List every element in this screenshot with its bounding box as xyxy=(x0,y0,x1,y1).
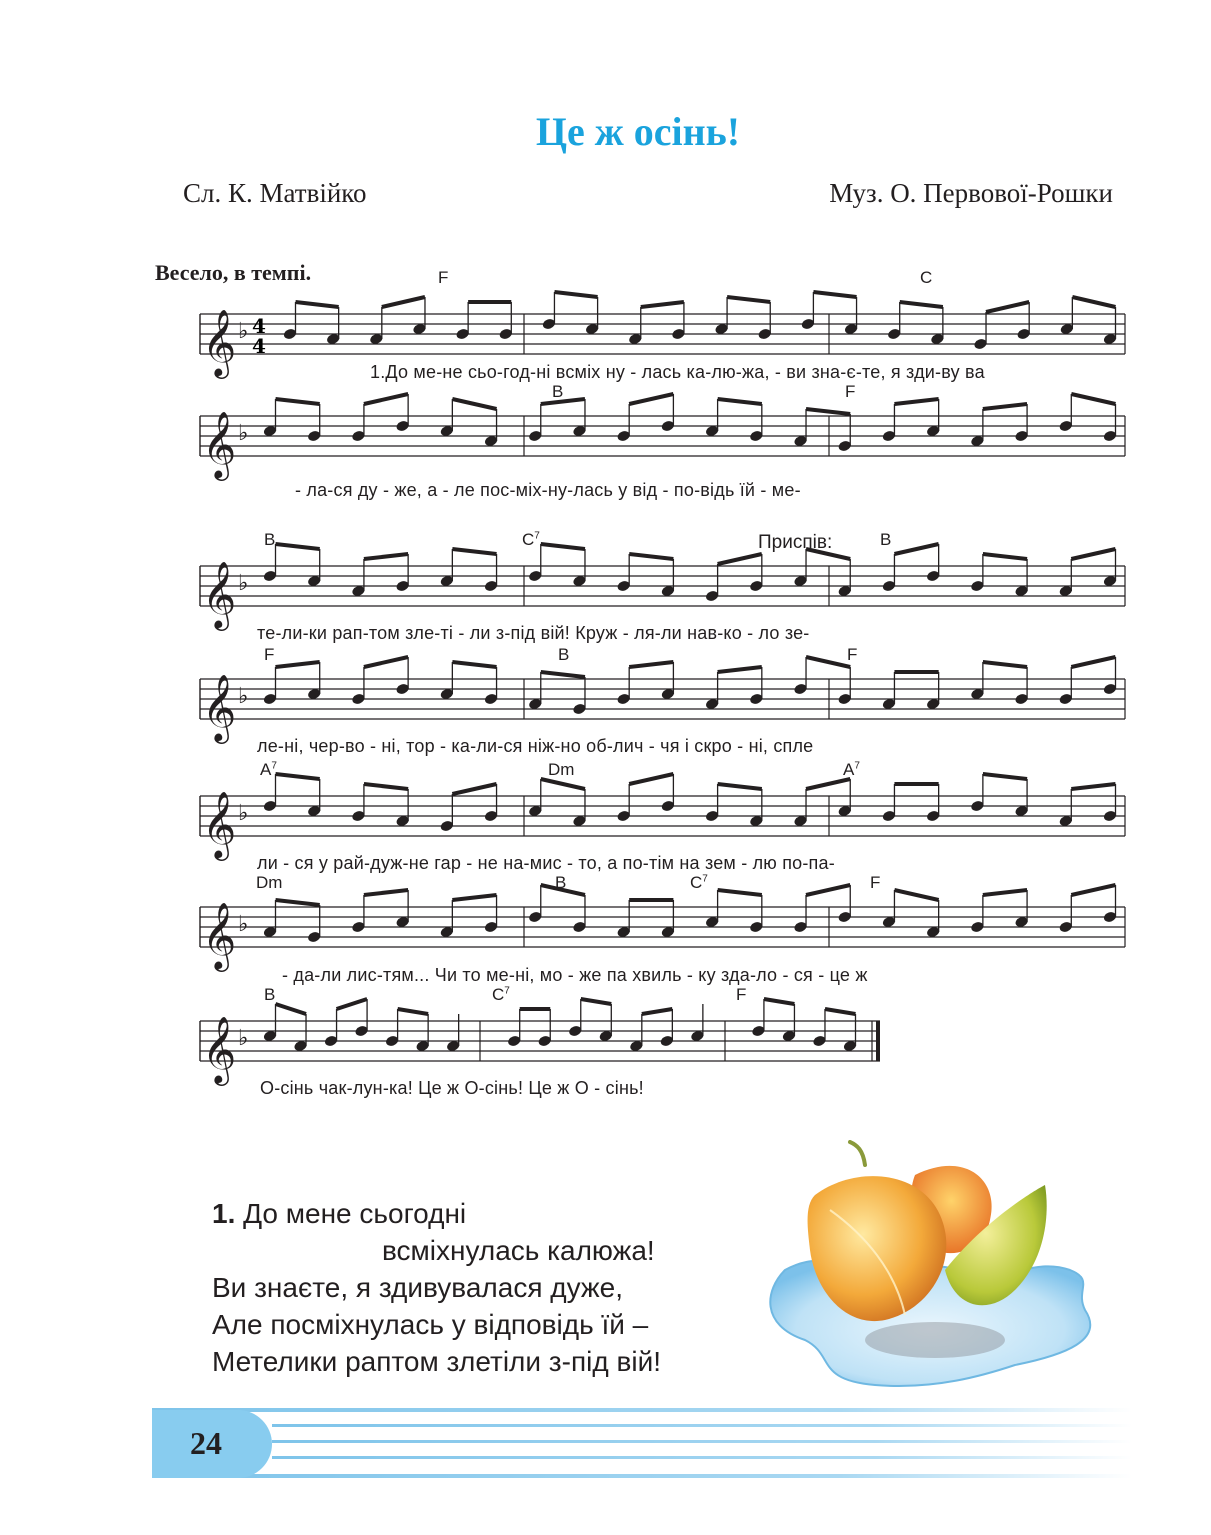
note-beam xyxy=(900,302,943,307)
chord-symbol: $C^7$ xyxy=(492,985,510,1004)
note-beam xyxy=(276,544,320,549)
note-beam xyxy=(554,292,597,297)
note-beam xyxy=(983,662,1027,667)
note-beam xyxy=(364,890,408,895)
page-number: 24 xyxy=(190,1425,222,1461)
note-beam xyxy=(364,784,408,789)
treble-clef-icon: 𝄞 xyxy=(202,673,237,741)
chord-symbol: B xyxy=(555,873,567,892)
music-staff xyxy=(200,667,1125,747)
chorus-label: Приспів: xyxy=(758,532,833,553)
chord-symbol: F xyxy=(438,268,449,287)
chord-symbol: F xyxy=(736,985,747,1004)
note-beam xyxy=(541,544,585,549)
note-beam xyxy=(1071,657,1115,667)
treble-clef-icon: 𝄞 xyxy=(202,560,237,628)
song-title: Це ж осінь! xyxy=(535,109,741,154)
note-beam xyxy=(452,549,496,554)
final-barline xyxy=(876,1021,880,1061)
flat-icon: ♭ xyxy=(238,1026,249,1051)
treble-clef-icon: 𝄞 xyxy=(202,1015,237,1083)
flat-icon: ♭ xyxy=(238,801,249,826)
verse-line: Але посміхнулась у відповідь їй – xyxy=(212,1309,649,1340)
note-beam xyxy=(364,554,408,559)
note-beam xyxy=(983,890,1027,895)
note-beam xyxy=(641,302,684,307)
note-beam xyxy=(452,662,496,667)
note-beam xyxy=(718,554,762,564)
lyrics-line: те-ли-ки рап-том зле-ті - ли з-під вій! Круж - ля-ли нав-ко - ло зе- xyxy=(257,623,810,643)
note-beam xyxy=(986,302,1029,312)
note-beam xyxy=(718,667,762,672)
chord-symbol: B xyxy=(264,530,276,549)
lyrics-line: ли - ся у рай-дуж-не гар - не на-мис - то, а по-тім на зем - лю по-па- xyxy=(257,853,835,873)
note-beam xyxy=(806,657,850,667)
note-beam xyxy=(452,399,496,409)
verse-line: всміхнулась калюжа! xyxy=(382,1235,655,1266)
note-beam xyxy=(296,302,339,307)
chord-symbol: Dm xyxy=(256,873,283,892)
flat-icon: ♭ xyxy=(238,912,249,937)
lyrics-line: 1.До ме-не сьо-год-ні всміх ну - лась ка-лю-жа, - ви зна-є-те, я зди-ву ва xyxy=(370,362,985,382)
flat-icon: ♭ xyxy=(238,421,249,446)
note-beam xyxy=(894,890,938,900)
lyrics-line: - да-ли лис-тям... Чи то ме-ні, мо - же па хвиль - ку зда-ло - ся - це ж xyxy=(282,965,868,985)
note-beam xyxy=(718,890,762,895)
note-beam xyxy=(581,999,612,1004)
note-beam xyxy=(541,672,585,677)
treble-clef-icon: 𝄞 xyxy=(202,790,237,858)
chord-symbol: B xyxy=(880,530,892,549)
treble-clef-icon: 𝄞 xyxy=(202,410,237,478)
note-beam xyxy=(382,297,425,307)
flat-icon: ♭ xyxy=(238,571,249,596)
staff-system-3 xyxy=(200,530,1120,645)
chord-symbol: $A^7$ xyxy=(843,760,860,779)
verse-line: Ви знаєте, я здивувалася дуже, xyxy=(212,1272,624,1303)
note-beam xyxy=(452,784,496,794)
note-beam xyxy=(364,657,408,667)
note-beam xyxy=(276,900,320,905)
music-staff xyxy=(200,895,1125,975)
staff-system-1 xyxy=(200,262,1120,392)
treble-clef-icon: 𝄞 xyxy=(202,308,237,376)
treble-clef-icon: 𝄞 xyxy=(202,901,237,969)
note-beam xyxy=(337,999,368,1009)
note-beam xyxy=(1071,394,1115,404)
music-staff xyxy=(200,784,1125,864)
note-beam xyxy=(1071,885,1115,895)
note-beam xyxy=(894,544,938,554)
autumn-leaf-puddle-illustration xyxy=(745,1140,1125,1395)
tempo-marking: Весело, в темпі. xyxy=(155,260,312,285)
verse-text xyxy=(212,1195,661,1380)
note-beam xyxy=(276,662,320,667)
staff-system-2 xyxy=(200,382,1120,512)
note-beam xyxy=(718,399,762,404)
note-beam xyxy=(1072,297,1115,307)
note-beam xyxy=(806,779,850,789)
flat-icon: ♭ xyxy=(238,319,249,344)
note-beam xyxy=(276,774,320,779)
note-beam xyxy=(541,779,585,789)
note-beam xyxy=(806,885,850,895)
note-beam xyxy=(276,1004,307,1014)
note-beam xyxy=(1071,784,1115,789)
lyricist: Сл. К. Матвійко xyxy=(183,178,367,208)
note-beam xyxy=(825,1009,856,1014)
note-beam xyxy=(983,554,1027,559)
verse-line: 1. До мене сьогодні xyxy=(212,1198,467,1229)
note-beam xyxy=(764,999,795,1004)
chord-symbol: $C^7$ xyxy=(690,873,708,892)
chord-symbol: B xyxy=(552,382,564,401)
note-beam xyxy=(398,1009,429,1014)
note-beam xyxy=(983,404,1027,409)
music-staff xyxy=(200,1009,880,1089)
note-beam xyxy=(718,784,762,789)
lyrics-line: ле-ні, чер-во - ні, тор - ка-ли-ся ніж-но об-лич - чя і скро - ні, спле xyxy=(257,736,814,756)
time-signature: 4 xyxy=(252,334,266,358)
note-beam xyxy=(629,554,673,559)
note-beam xyxy=(806,409,850,414)
composer: Муз. О. Первової-Рошки xyxy=(829,178,1113,208)
flat-icon: ♭ xyxy=(238,684,249,709)
note-beam xyxy=(813,292,856,297)
chord-symbol: Dm xyxy=(548,760,575,779)
chord-symbol: B xyxy=(264,985,276,1004)
music-staff xyxy=(200,404,1125,484)
lyrics-line: - ла-ся ду - же, а - ле пос-міх-ну-лась у від - по-відь їй - ме- xyxy=(295,480,801,500)
note-beam xyxy=(629,394,673,404)
chord-symbol: F xyxy=(845,382,856,401)
note-beam xyxy=(894,399,938,404)
chord-symbol: F xyxy=(870,873,881,892)
chord-symbol: $C^7$ xyxy=(522,530,540,549)
note-beam xyxy=(276,399,320,404)
staff-system-7 xyxy=(200,985,1120,1100)
staff-system-6 xyxy=(200,873,1120,988)
lyrics-line: О-сінь чак-лун-ка! Це ж О-сінь! Це ж О - сінь! xyxy=(260,1078,644,1098)
verse-number: 1. xyxy=(212,1198,236,1229)
staff-system-5 xyxy=(200,760,1120,875)
chord-symbol: $A^7$ xyxy=(260,760,277,779)
verse-line: Метелики раптом злетіли з-під вій! xyxy=(212,1346,661,1377)
chord-symbol: F xyxy=(847,645,858,664)
staff-system-4 xyxy=(200,645,1120,760)
footer-decoration xyxy=(152,1408,1132,1480)
note-beam xyxy=(452,895,496,900)
note-beam xyxy=(364,394,408,404)
time-signature: 4 xyxy=(252,314,266,338)
chord-symbol: F xyxy=(264,645,275,664)
note-beam xyxy=(629,774,673,784)
chord-symbol: C xyxy=(920,268,933,287)
note-beam xyxy=(727,297,770,302)
music-staff xyxy=(200,554,1125,634)
note-beam xyxy=(983,774,1027,779)
chord-symbol: B xyxy=(558,645,570,664)
note-beam xyxy=(629,662,673,667)
note-beam xyxy=(1071,549,1115,559)
note-beam xyxy=(642,1009,673,1014)
